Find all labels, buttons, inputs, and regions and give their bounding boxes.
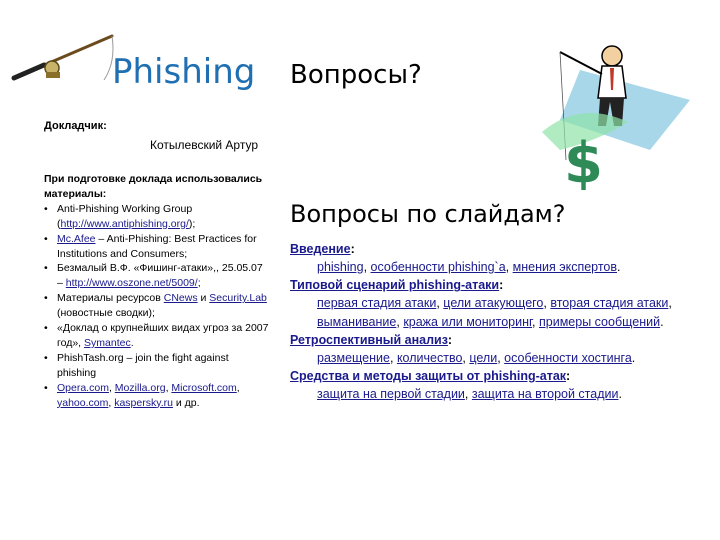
page-title: Phishing: [112, 52, 256, 92]
section-item-link[interactable]: мнения экспертов: [512, 260, 618, 275]
section-item-separator: ,: [464, 387, 472, 401]
material-item: [44, 291, 269, 321]
section-heading-link[interactable]: Введение: [290, 242, 351, 256]
material-link[interactable]: http://www.antiphishing.org/: [60, 217, 189, 230]
section-heading: [290, 276, 695, 294]
material-link[interactable]: kaspersky.ru: [114, 396, 173, 409]
presenter-label: Докладчик:: [44, 120, 107, 132]
material-text: .: [130, 336, 134, 349]
material-text: ,: [236, 381, 240, 394]
section-item-separator: ,: [436, 296, 444, 311]
section-item-link[interactable]: phishing: [317, 260, 364, 275]
questions-heading: Вопросы?: [290, 60, 422, 90]
section-item-separator: ,: [363, 260, 371, 275]
section-item-separator: .: [660, 314, 664, 329]
material-link[interactable]: Mc.Afee: [57, 232, 96, 245]
section-heading-link[interactable]: Средства и методы защиты от phishing-атак: [290, 368, 567, 383]
material-text: и: [197, 292, 210, 305]
section-item-link[interactable]: выманивание: [317, 314, 397, 329]
section-item-link[interactable]: размещение: [317, 350, 390, 365]
section-item-separator: ,: [505, 260, 513, 275]
section-item-link[interactable]: защита на первой стадии: [317, 387, 465, 401]
material-text: (новостные сводки);: [57, 307, 155, 320]
slide-sections: [290, 240, 695, 403]
material-text: – Anti-Phishing: Best Practices for Institutions and Consumers;: [57, 232, 257, 260]
material-link[interactable]: Symantec: [84, 336, 131, 349]
section-item-separator: ,: [668, 296, 672, 311]
material-item: [44, 261, 269, 291]
section-item-separator: .: [617, 260, 621, 275]
section-item-link[interactable]: защита на второй стадии: [471, 387, 619, 401]
section-item-separator: ,: [462, 350, 470, 365]
material-link[interactable]: http://www.oszone.net/5009/: [65, 277, 198, 290]
section-item-separator: ,: [389, 350, 397, 365]
materials-block: [44, 172, 269, 411]
section-heading-link[interactable]: Типовой сценарий phishing-атаки: [290, 278, 500, 293]
section-item-separator: .: [631, 350, 636, 365]
section-item-separator: ,: [396, 314, 404, 329]
material-text: ;: [197, 277, 201, 290]
section-item-link[interactable]: цели: [469, 350, 498, 365]
material-text: Anti-Phishing Working Group (: [57, 202, 193, 230]
section-item-link[interactable]: особенности хостинга: [504, 350, 632, 365]
fishing-rod-icon: [8, 32, 118, 84]
section-heading: [290, 331, 695, 349]
fisherman-dollar-illustration: [540, 40, 690, 190]
materials-heading: При подготовке доклада использовались материалы:: [44, 173, 263, 200]
material-item: [44, 321, 269, 351]
presenter-name: Котылевский Артур: [150, 138, 259, 152]
section-item-link[interactable]: вторая стадия атаки: [550, 296, 669, 311]
section-item-separator: .: [618, 387, 622, 401]
material-link[interactable]: Microsoft.com: [171, 381, 237, 394]
svg-text:$: $: [564, 131, 603, 190]
material-link[interactable]: Opera.com: [57, 381, 109, 394]
section-item-separator: ,: [497, 350, 505, 365]
section-item-link[interactable]: первая стадия атаки: [317, 296, 437, 311]
section-item-link[interactable]: количество: [396, 350, 463, 365]
material-text: ,: [108, 381, 115, 394]
material-link[interactable]: CNews: [163, 292, 198, 305]
section-items: [290, 258, 695, 276]
material-text: ,: [165, 381, 172, 394]
section-items: [290, 385, 695, 403]
material-text: Безмалый В.Ф. «Фишинг-атаки»,, 25.05.07 –: [57, 262, 263, 290]
section-heading: [290, 367, 695, 385]
section-item-link[interactable]: кража или мониторинг: [403, 314, 533, 329]
section-items: [290, 294, 695, 330]
material-text: Материалы ресурсов: [57, 292, 164, 305]
section-item-separator: ,: [543, 296, 551, 311]
material-item: [44, 351, 269, 381]
material-link[interactable]: yahoo.com: [57, 396, 109, 409]
section-heading-colon: :: [447, 332, 453, 347]
material-text: и др.: [172, 396, 200, 409]
section-heading-link[interactable]: Ретроспективный анализ: [290, 332, 448, 347]
material-text: «Доклад о крупнейших видах угроз за 2007 год»,: [57, 322, 269, 349]
section-item-link[interactable]: примеры сообщений: [539, 314, 661, 329]
section-heading-colon: :: [350, 242, 355, 256]
material-text: PhishTash.org – join the fight against phishing: [57, 351, 229, 379]
slides-questions-heading: Вопросы по слайдам?: [290, 200, 566, 228]
materials-list: [44, 202, 269, 411]
material-item: [44, 381, 269, 411]
material-link[interactable]: Security.Lab: [209, 292, 267, 305]
material-link[interactable]: Mozilla.org: [114, 381, 166, 394]
section-item-link[interactable]: особенности phishing`a: [370, 260, 506, 275]
section-items: [290, 349, 695, 367]
material-item: [44, 232, 269, 262]
section-item-link[interactable]: цели атакующего: [443, 296, 544, 311]
material-text: ,: [108, 396, 115, 409]
section-heading-colon: :: [566, 368, 571, 383]
section-heading-colon: :: [499, 278, 504, 293]
section-heading: [290, 240, 695, 258]
section-item-separator: ,: [532, 314, 539, 329]
material-item: [44, 202, 269, 232]
material-text: );: [188, 217, 196, 230]
